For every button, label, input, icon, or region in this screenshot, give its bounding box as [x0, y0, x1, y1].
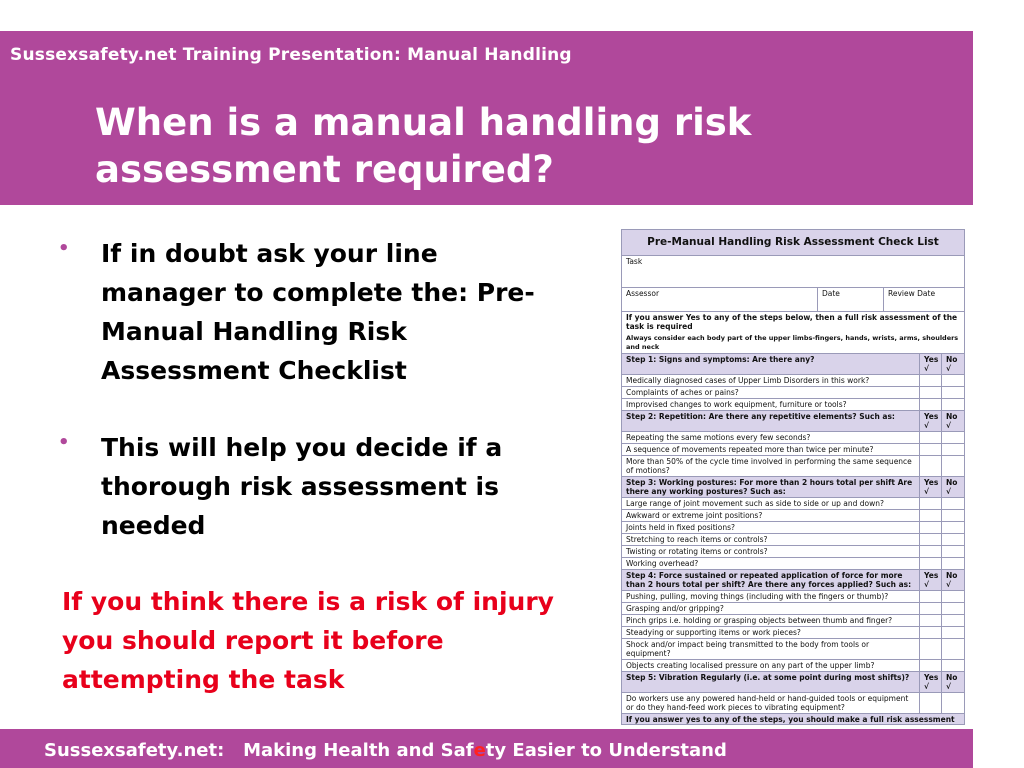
yes-answer-cell[interactable]: [920, 534, 942, 545]
no-answer-cell[interactable]: [942, 534, 964, 545]
yes-answer-cell[interactable]: [920, 510, 942, 521]
yes-answer-cell[interactable]: [920, 639, 942, 659]
closing-row: [622, 714, 964, 725]
checklist-item-text: Complaints of aches or pains?: [622, 387, 920, 398]
bullet-marker: •: [58, 238, 70, 259]
no-answer-cell[interactable]: [942, 558, 964, 569]
checklist-item-row: [622, 627, 964, 639]
yes-answer-cell[interactable]: [920, 546, 942, 557]
checklist-item-text: Do workers use any powered hand-held or hand-guided tools or equipment or do they hand-feed work pieces to vibrating equipment?: [622, 693, 920, 713]
yes-tick: √: [924, 487, 930, 496]
checklist-item-row: [622, 534, 964, 546]
checklist-item-text: Repeating the same motions every few seconds?: [622, 432, 920, 443]
no-answer-cell[interactable]: [942, 522, 964, 533]
bullet-item: [58, 428, 578, 545]
checklist-steps: [622, 354, 964, 714]
checklist-item-row: [622, 375, 964, 387]
checklist-item-row: [622, 603, 964, 615]
review-date-label: Review Date: [888, 289, 936, 298]
bullet-text: This will help you decide if a thorough risk assessment is needed: [101, 433, 503, 540]
step-title: Step 5: Vibration Regularly (i.e. at some point during most shifts)?: [622, 672, 920, 692]
checklist-item-text: Stretching to reach items or controls?: [622, 534, 920, 545]
step-header: [622, 411, 964, 432]
checklist-item-text: Awkward or extreme joint positions?: [622, 510, 920, 521]
yes-answer-cell[interactable]: [920, 375, 942, 386]
step-title: Step 2: Repetition: Are there any repetitive elements? Such as:: [622, 411, 920, 431]
checklist-item-row: [622, 546, 964, 558]
checklist-item-text: Grasping and/or gripping?: [622, 603, 920, 614]
risk-checklist: [621, 229, 965, 725]
no-answer-cell[interactable]: [942, 591, 964, 602]
footer-bar: [0, 729, 973, 768]
yes-answer-cell[interactable]: [920, 693, 942, 713]
step-title: Step 3: Working postures: For more than 2 hours total per shift Are there any working postures? Such as:: [622, 477, 920, 497]
yes-tick: √: [924, 421, 930, 430]
yes-answer-cell[interactable]: [920, 591, 942, 602]
no-answer-cell[interactable]: [942, 444, 964, 455]
checklist-item-row: [622, 387, 964, 399]
no-answer-cell[interactable]: [942, 399, 964, 410]
checklist-item-row: [622, 444, 964, 456]
checklist-item-text: Medically diagnosed cases of Upper Limb Disorders in this work?: [622, 375, 920, 386]
step-header: [622, 672, 964, 693]
checklist-item-text: Twisting or rotating items or controls?: [622, 546, 920, 557]
checklist-item-row: [622, 399, 964, 411]
no-label: No: [946, 355, 958, 364]
yes-column-header: [920, 570, 942, 590]
no-answer-cell[interactable]: [942, 615, 964, 626]
yes-label: Yes: [924, 412, 939, 421]
yes-answer-cell[interactable]: [920, 603, 942, 614]
no-answer-cell[interactable]: [942, 639, 964, 659]
bullet-marker: •: [58, 432, 70, 453]
no-answer-cell[interactable]: [942, 498, 964, 509]
yes-column-header: [920, 354, 942, 374]
checklist-item-row: [622, 660, 964, 672]
checklist-item-row: [622, 510, 964, 522]
yes-answer-cell[interactable]: [920, 387, 942, 398]
no-answer-cell[interactable]: [942, 456, 964, 476]
checklist-item-row: [622, 456, 964, 477]
intro-note: Always consider each body part of the upper limbs-fingers, hands, wrists, arms, shoulders and neck: [626, 334, 959, 351]
checklist-item-row: [622, 432, 964, 444]
checklist-item-text: Working overhead?: [622, 558, 920, 569]
checklist-item-text: A sequence of movements repeated more than twice per minute?: [622, 444, 920, 455]
no-label: No: [946, 478, 958, 487]
checklist-item-text: Improvised changes to work equipment, furniture or tools?: [622, 399, 920, 410]
yes-label: Yes: [924, 355, 939, 364]
no-label: No: [946, 673, 958, 682]
no-answer-cell[interactable]: [942, 432, 964, 443]
checklist-item-row: [622, 639, 964, 660]
yes-tick: √: [924, 682, 930, 691]
no-answer-cell[interactable]: [942, 387, 964, 398]
yes-label: Yes: [924, 673, 939, 682]
step-header: [622, 354, 964, 375]
checklist-item-text: More than 50% of the cycle time involved in performing the same sequence of motions?: [622, 456, 920, 476]
no-answer-cell[interactable]: [942, 603, 964, 614]
yes-label: Yes: [924, 571, 939, 580]
no-label: No: [946, 412, 958, 421]
checklist-item-row: [622, 591, 964, 603]
assessor-label: Assessor: [622, 288, 818, 311]
yes-answer-cell[interactable]: [920, 456, 942, 476]
no-column-header: [942, 570, 964, 590]
step-header: [622, 477, 964, 498]
yes-answer-cell[interactable]: [920, 660, 942, 671]
no-column-header: [942, 411, 964, 431]
no-column-header: [942, 477, 964, 497]
checklist-title: Pre-Manual Handling Risk Assessment Check List: [622, 230, 964, 256]
yes-answer-cell[interactable]: [920, 522, 942, 533]
no-label: No: [946, 571, 958, 580]
checklist-item-text: Shock and/or impact being transmitted to the body from tools or equipment?: [622, 639, 920, 659]
no-answer-cell[interactable]: [942, 693, 964, 713]
yes-column-header: [920, 672, 942, 692]
bullet-list: [58, 234, 578, 583]
footer-text: [44, 740, 727, 761]
no-column-header: [942, 354, 964, 374]
no-answer-cell[interactable]: [942, 375, 964, 386]
yes-column-header: [920, 411, 942, 431]
yes-column-header: [920, 477, 942, 497]
checklist-item-row: [622, 498, 964, 510]
footer-prefix: Sussexsafety.net: Making Health and Saf: [44, 740, 474, 761]
checklist-item-text: Joints held in fixed positions?: [622, 522, 920, 533]
checklist-item-row: [622, 558, 964, 570]
footer-suffix: ty Easier to Understand: [485, 740, 727, 761]
no-answer-cell[interactable]: [942, 660, 964, 671]
closing-text: If you answer yes to any of the steps, you should make a full risk assessment: [626, 715, 955, 724]
footer-highlight: e: [473, 740, 486, 761]
yes-answer-cell[interactable]: [920, 627, 942, 638]
yes-tick: √: [924, 580, 930, 589]
task-row: [622, 256, 964, 288]
assessor-row: [622, 288, 964, 312]
header-bar: [0, 31, 973, 205]
task-label: Task: [626, 257, 643, 266]
checklist-item-text: Pinch grips i.e. holding or grasping objects between thumb and finger?: [622, 615, 920, 626]
checklist-item-text: Large range of joint movement such as side to side or up and down?: [622, 498, 920, 509]
checklist-item-row: [622, 615, 964, 627]
no-column-header: [942, 672, 964, 692]
step-header: [622, 570, 964, 591]
yes-answer-cell[interactable]: [920, 558, 942, 569]
no-tick: √: [946, 421, 952, 430]
checklist-item-row: [622, 693, 964, 714]
checklist-item-row: [622, 522, 964, 534]
no-tick: √: [946, 364, 952, 373]
step-title: Step 1: Signs and symptoms: Are there any?: [622, 354, 920, 374]
yes-answer-cell[interactable]: [920, 432, 942, 443]
bullet-item: [58, 234, 578, 390]
warning-text: If you think there is a risk of injury you should report it before attempting the task: [62, 587, 554, 694]
no-tick: √: [946, 580, 952, 589]
no-answer-cell[interactable]: [942, 546, 964, 557]
date-label: Date: [818, 288, 884, 311]
intro-row: [622, 312, 964, 354]
intro-text: If you answer Yes to any of the steps below, then a full risk assessment of the task is required: [626, 313, 958, 331]
checklist-item-text: Steadying or supporting items or work pieces?: [622, 627, 920, 638]
yes-answer-cell[interactable]: [920, 498, 942, 509]
yes-answer-cell[interactable]: [920, 444, 942, 455]
step-title: Step 4: Force sustained or repeated application of force for more than 2 hours total per shift? Are there any forces applied? Such as:: [622, 570, 920, 590]
checklist-item-text: Pushing, pulling, moving things (including with the fingers or thumb)?: [622, 591, 920, 602]
yes-answer-cell[interactable]: [920, 399, 942, 410]
yes-label: Yes: [924, 478, 939, 487]
slide-title: When is a manual handling risk assessment required?: [95, 101, 752, 191]
bullet-text: If in doubt ask your line manager to complete the: Pre-Manual Handling Risk Assessment Checklist: [101, 239, 535, 385]
intro-cell: [622, 312, 964, 353]
no-tick: √: [946, 487, 952, 496]
no-tick: √: [946, 682, 952, 691]
yes-answer-cell[interactable]: [920, 615, 942, 626]
checklist-item-text: Objects creating localised pressure on any part of the upper limb?: [622, 660, 920, 671]
series-title: Sussexsafety.net Training Presentation: Manual Handling: [10, 45, 572, 65]
yes-tick: √: [924, 364, 930, 373]
no-answer-cell[interactable]: [942, 510, 964, 521]
no-answer-cell[interactable]: [942, 627, 964, 638]
